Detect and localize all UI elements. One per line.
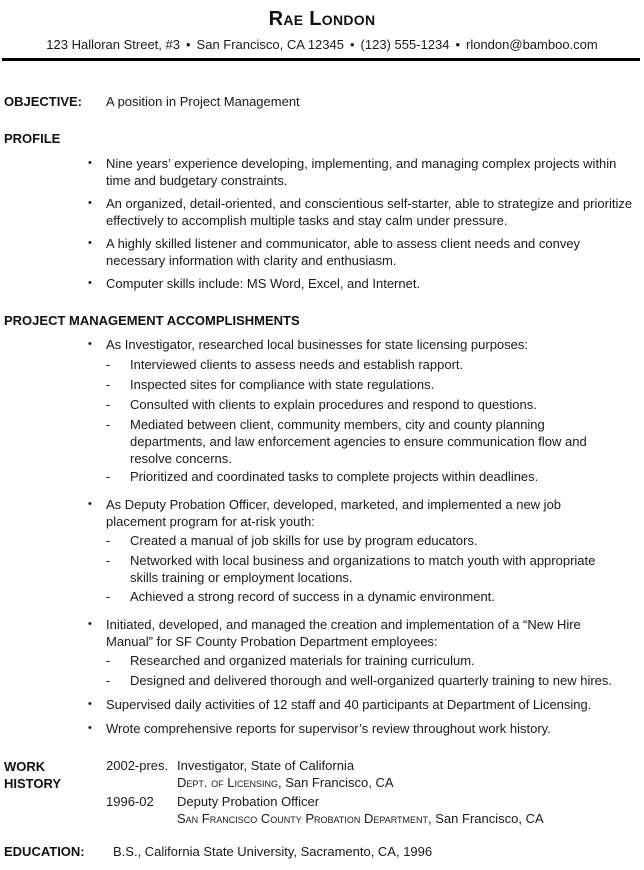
dash-icon: - [106,673,111,688]
bullet-icon: • [88,722,92,734]
bullet-icon: • [88,338,92,350]
dash-icon: - [106,417,111,432]
bullet-icon: • [88,157,92,169]
bullet-icon: • [88,237,92,249]
dash-icon: - [106,357,111,372]
separator-dot: • [185,37,191,52]
separator-dot: • [349,37,355,52]
job-employer: Dept. of Licensing, San Francisco, CA [177,775,394,790]
dash-icon: - [106,469,111,484]
bullet-icon: • [88,197,92,209]
bullet-icon: • [88,498,92,510]
line: An organized, detail-oriented, and conscientious self-starter, able to strategize and prioritize [106,196,633,211]
work-history-heading: WORK HISTORY [4,759,62,791]
profile-heading: PROFILE [4,131,61,146]
bullet-icon: • [88,618,92,630]
name-first: Rae [268,8,304,30]
job-employer: San Francisco County Probation Department, San Francisco, CA [177,811,544,826]
line: As Investigator, researched local businesses for state licensing purposes: [106,337,529,352]
education-text: B.S., California State University, Sacramento, CA, 1996 [113,844,433,859]
line: necessary information with clarity and enthusiasm. [106,253,397,268]
header-divider [2,58,640,61]
dash-icon: - [106,653,111,668]
resume-name [0,8,644,31]
separator-dot: • [455,37,460,52]
name-last: London [309,8,376,30]
objective-text: A position in Project Management [106,94,300,109]
contact-line [0,37,644,52]
job-dates: 2002-pres. [106,758,169,773]
contact-phone: (123) 555-1234 [360,37,450,52]
line: effectively to accomplish multiple tasks and stay calm under pressure. [106,213,508,228]
contact-email[interactable]: rlondon@bamboo.com [466,37,598,52]
job-title: Investigator, State of California [177,758,355,773]
dash-icon: - [106,377,111,392]
job-dates: 1996-02 [106,794,154,809]
dash-icon: - [106,533,111,548]
bullet-icon: • [88,277,92,289]
job-title: Deputy Probation Officer [177,794,320,809]
contact-address: 123 Halloran Street, #3 [46,37,180,52]
contact-city: San Francisco, CA 12345 [196,37,344,52]
line: Computer skills include: MS Word, Excel, and Internet. [106,276,421,291]
objective-heading: OBJECTIVE: [4,94,83,109]
dash-icon: - [106,589,111,604]
dash-icon: - [106,553,111,568]
accomplishments-heading: PROJECT MANAGEMENT ACCOMPLISHMENTS [4,313,300,328]
line: A highly skilled listener and communicator, able to assess client needs and convey [106,236,581,251]
bullet-icon: • [88,698,92,710]
line: time and budgetary constraints. [106,173,288,188]
education-heading: EDUCATION: [4,844,85,859]
dash-icon: - [106,397,111,412]
line: Nine years’ experience developing, implementing, and managing complex projects within [106,156,617,171]
